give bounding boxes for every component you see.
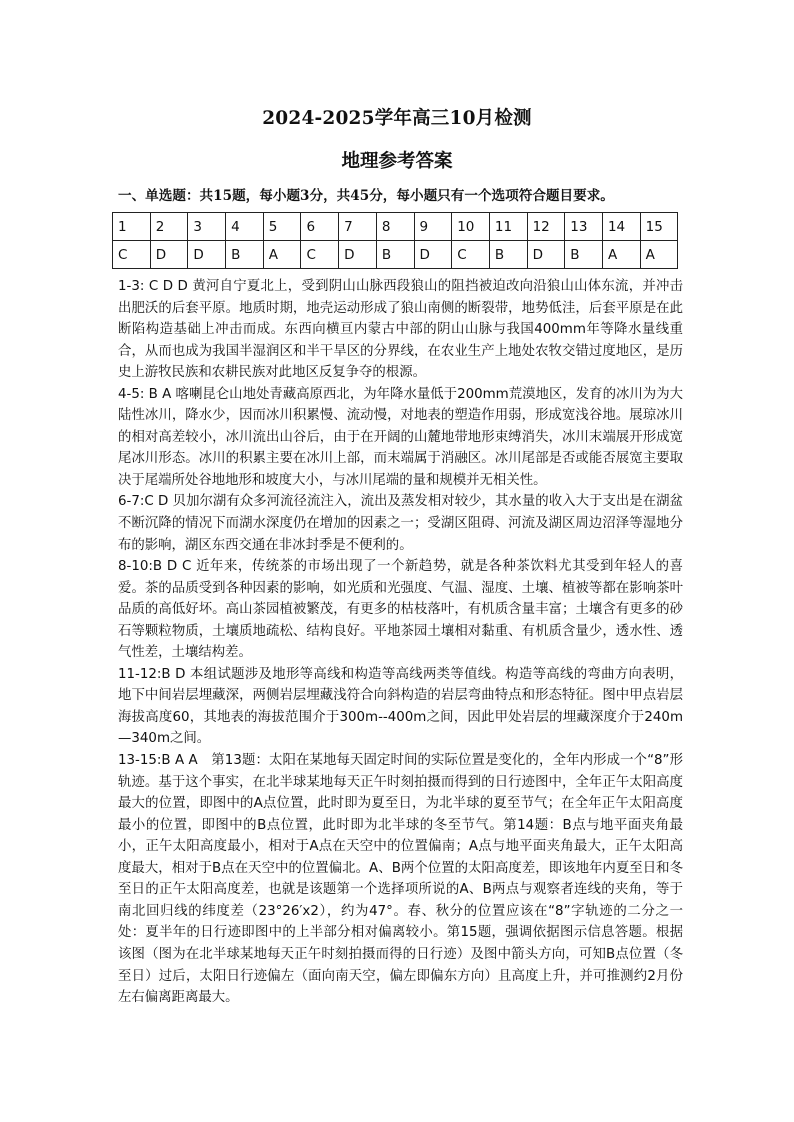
answer-cell: D [150, 241, 188, 269]
answer-cell: D [414, 241, 452, 269]
answer-cell: C [301, 241, 339, 269]
answer-cell: C [452, 241, 490, 269]
explanation-paragraph: 4-5: B A 喀喇昆仑山地处青藏高原西北，为年降水量低于200mm荒漠地区，发育的冰川为为大陆性冰川，降水少，因而冰川积累慢、流动慢，对地表的塑造作用弱，形成宽浅谷地。展琼冰川的相对高差较小，冰川流出山谷后，由于在开阔的山麓地带地形束缚消失，冰川末端展开形成宽尾冰川形态。冰川的积累主要在冰川上部，而末端属于消融区。冰川尾部是否或能否展宽主要取决于尾端所处谷地地形和坡度大小，与冰川尾端的量和规模并无相关性。 [118, 386, 683, 488]
answer-cell: A [640, 241, 678, 269]
explanation-paragraph: 11-12:B D 本组试题涉及地形等高线和构造等高线两类等值线。构造等高线的弯曲方向表明，地下中间岩层埋藏深，两侧岩层埋藏浅符合向斜构造的岩层弯曲特点和形态特征。图中甲点岩层海拔高度60，其地表的海拔范围介于300m--400m之间，因此甲处岩层的埋藏深度介于240m—340m之间。 [118, 666, 683, 747]
question-number-row [113, 213, 678, 241]
question-number-cell: 1 [113, 213, 151, 241]
question-number-cell: 14 [602, 213, 640, 241]
explanations [118, 276, 683, 1009]
question-number-cell: 10 [452, 213, 490, 241]
answer-cell: B [565, 241, 603, 269]
answer-cell: D [339, 241, 377, 269]
answer-cell: B [489, 241, 527, 269]
question-number-cell: 13 [565, 213, 603, 241]
explanation-paragraph: 1-3: C D D 黄河自宁夏北上，受到阴山山脉西段狼山的阻挡被迫改向沿狼山山体东流，并冲击出肥沃的后套平原。地质时期，地壳运动形成了狼山南侧的断裂带，地势低洼，后套平原是在此断陷构造基础上冲击而成。东西向横亘内蒙古中部的阴山山脉与我国400mm年等降水量线重合，从而也成为我国半湿润区和半干旱区的分界线，在农业生产上地处农牧交错过度地区，是历史上游牧民族和农耕民族对此地区反复争夺的根源。 [118, 279, 683, 381]
answer-cell: D [527, 241, 565, 269]
question-number-cell: 8 [376, 213, 414, 241]
answer-cell: B [376, 241, 414, 269]
answer-cell: A [602, 241, 640, 269]
question-number-cell: 3 [188, 213, 226, 241]
answer-cell: D [188, 241, 226, 269]
question-number-cell: 11 [489, 213, 527, 241]
answer-cell: C [113, 241, 151, 269]
question-number-cell: 6 [301, 213, 339, 241]
section-heading: 一、单选题：共15题，每小题3分，共45分，每小题只有一个选项符合题目要求。 [118, 188, 614, 204]
question-number-cell: 12 [527, 213, 565, 241]
question-number-cell: 7 [339, 213, 377, 241]
explanation-paragraph: 13-15:B A A 第13题：太阳在某地每天固定时间的实际位置是变化的，全年内形成一个“8”形轨迹。基于这个事实，在北半球某地每天正午时刻拍摄而得到的日行迹图中，全年正午太阳高度最大的位置，即图中的A点位置，此时即为夏至日，为北半球的夏至节气；在全年正午太阳高度最小的位置，即图中的B点位置，此时即为北半球的冬至节气。第14题：B点与地平面夹角最小，正午太阳高度最小，相对于A点在天空中的位置偏南；A点与地平面夹角最大，正午太阳高度最大，相对于B点在天空中的位置偏北。A、B两个位置的太阳高度差，即该地年内夏至日和冬至日的正午太阳高度差，也就是该题第一个选择项所说的A、B两点与观察者连线的夹角，等于南北回归线的纬度差（23°26′x2），约为47°。春、秋分的位置应该在“8”字轨迹的二分之一处：夏半年的日行迹即图中的上半部分相对偏离较小。第15题，强调依据图示信息答题。根据该图（图为在北半球某地每天正午时刻拍摄而得的日行迹）及图中箭头方向，可知B点位置（冬至日）过后，太阳日行迹偏左（面向南天空，偏左即偏东方向）且高度上升，并可推测约2月份左右偏离距离最大。 [118, 753, 683, 1006]
document-subtitle: 地理参考答案 [341, 151, 453, 172]
document-title: 2024-2025学年高三10月检测 [262, 108, 532, 129]
explanation-paragraph: 8-10:B D C 近年来，传统茶的市场出现了一个新趋势，就是各种茶饮料尤其受到年轻人的喜爱。茶的品质受到各种因素的影响，如光质和光强度、气温、湿度、土壤、植被等都在影响茶叶品质的高低好坏。高山茶园植被繁茂，有更多的枯枝落叶，有机质含量丰富；土壤含有更多的砂石等颗粒物质，土壤质地疏松、结构良好。平地茶园土壤相对黏重、有机质含量少，透水性、透气性差，土壤结构差。 [118, 559, 683, 661]
question-number-cell: 9 [414, 213, 452, 241]
answer-cell: A [263, 241, 301, 269]
answer-row [113, 241, 678, 269]
question-number-cell: 4 [226, 213, 264, 241]
answer-table [112, 212, 678, 269]
explanation-paragraph: 6-7:C D 贝加尔湖有众多河流径流注入，流出及蒸发相对较少，其水量的收入大于支出是在湖盆不断沉降的情况下而湖水深度仍在增加的因素之一；受湖区阻碍、河流及湖区周边沼泽等湿地分布的影响，湖区东西交通在非冰封季是不便利的。 [118, 494, 683, 553]
answer-cell: B [226, 241, 264, 269]
question-number-cell: 15 [640, 213, 678, 241]
question-number-cell: 2 [150, 213, 188, 241]
question-number-cell: 5 [263, 213, 301, 241]
